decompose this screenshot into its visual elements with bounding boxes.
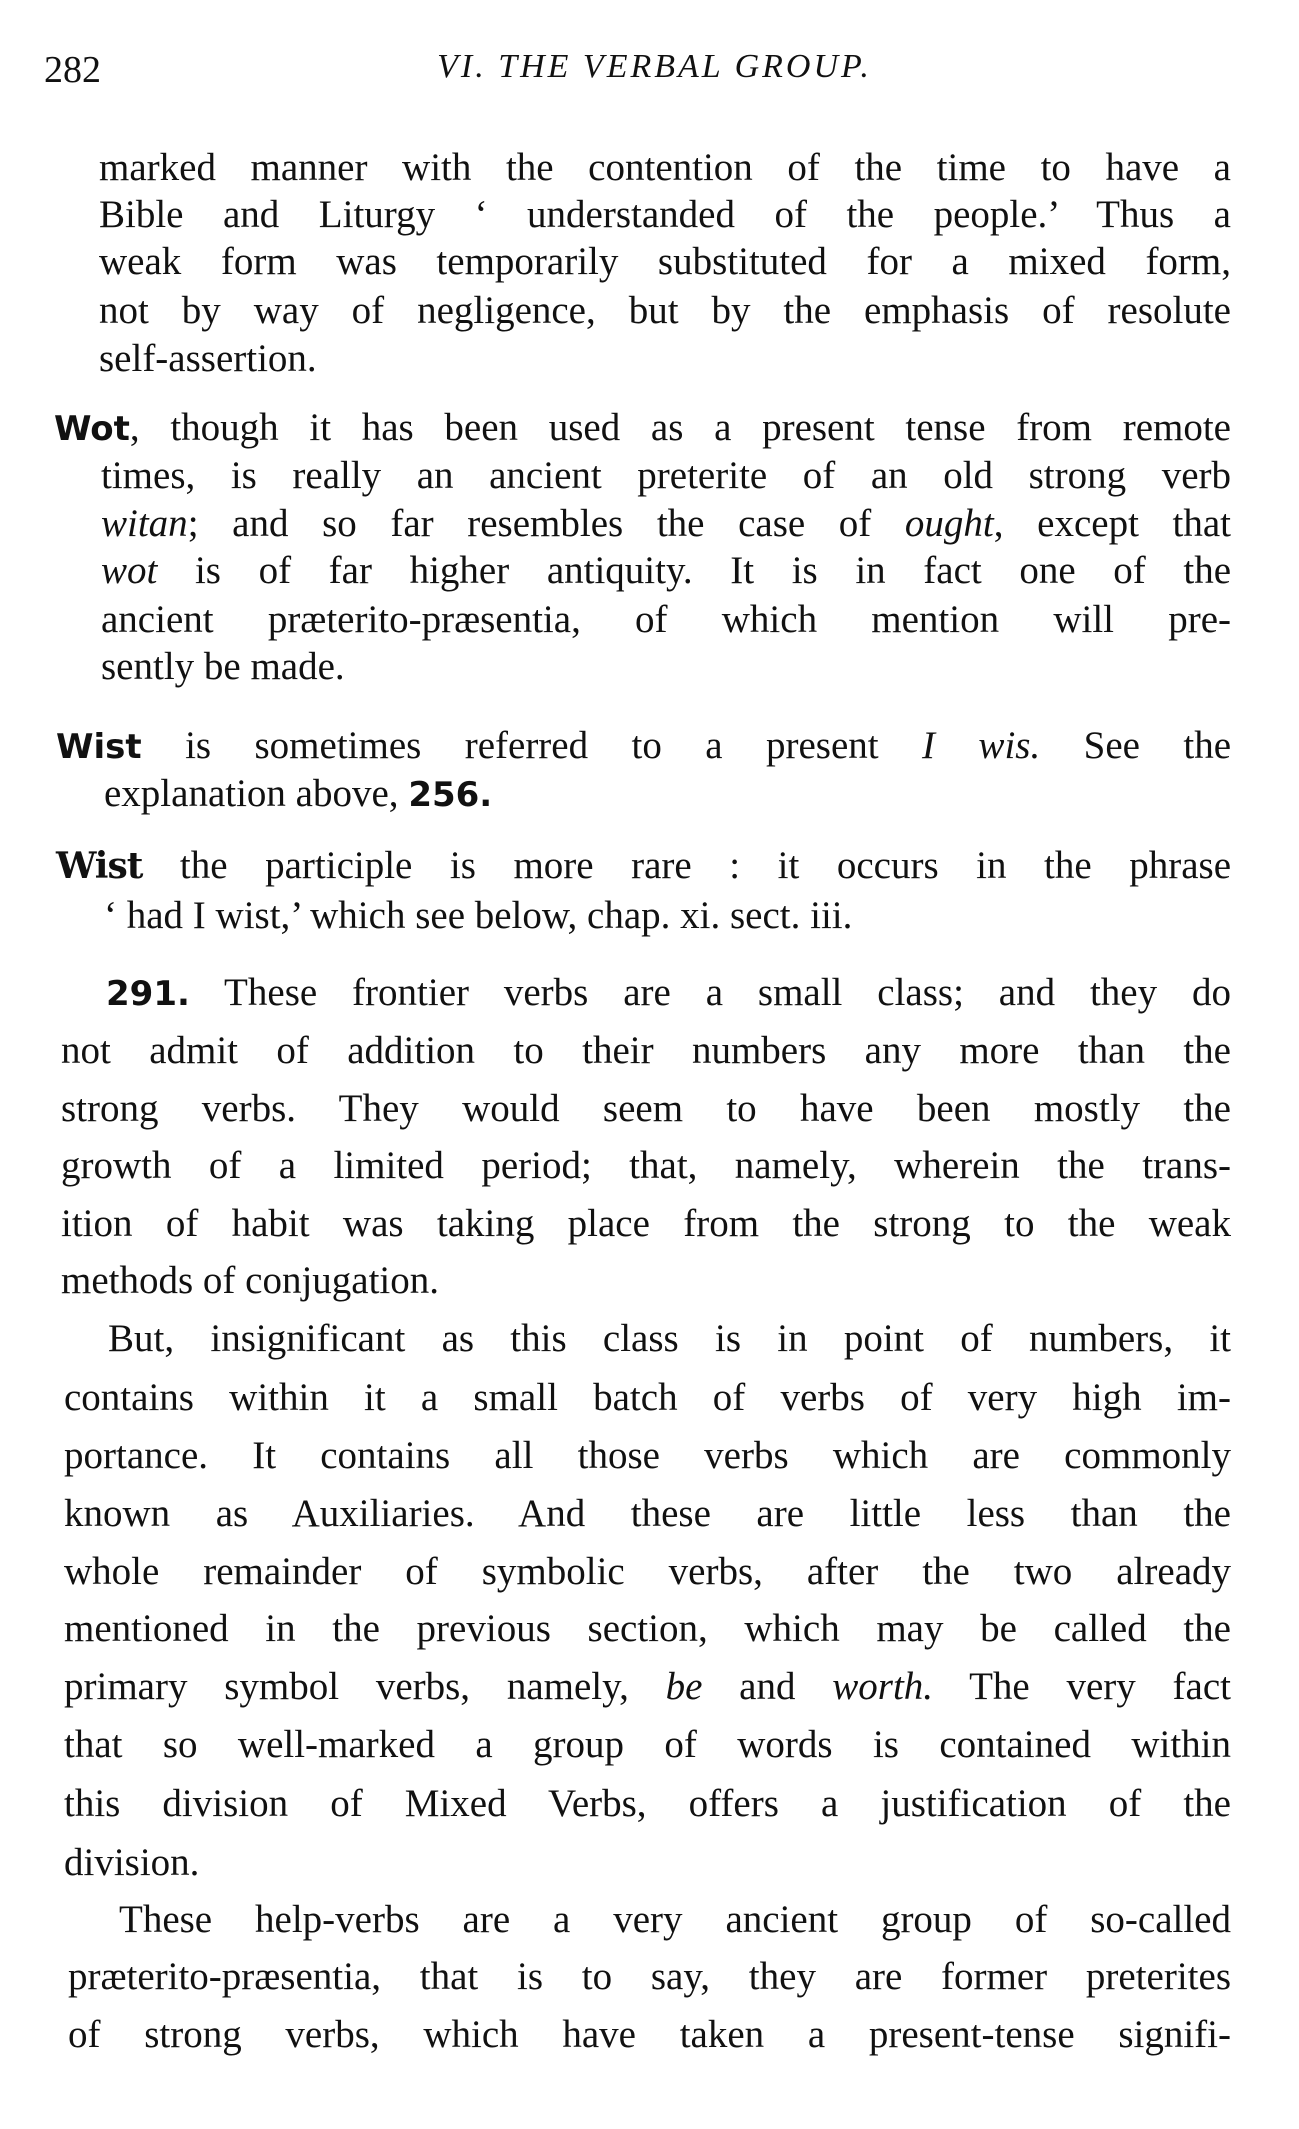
text-line [54,404,1231,453]
bold-headword: 256. [408,775,493,815]
text-run: Bible and Liturgy ‘ understanded of the people.’ Thus a [99,193,1231,236]
text-line [119,1896,1231,1944]
text-run: is sometimes referred to a present [141,724,923,767]
text-line [104,770,492,819]
text-line [61,1200,1231,1248]
text-run: whole remainder of symbolic verbs, after the two already [64,1550,1231,1593]
text-line [101,643,345,691]
text-line [61,1142,1231,1190]
text-line [99,287,1231,335]
text-line [64,1780,1231,1828]
text-run: not by way of negligence, but by the emphasis of resolute [99,289,1231,332]
text-line [56,842,1231,890]
text-line [99,238,1231,286]
text-run: præterito-præsentia, that is to say, they are former preterites [68,1955,1231,1998]
text-line [101,452,1231,500]
text-run: ancient præterito-præsentia, of which mention will pre- [101,598,1231,641]
text-run: explanation above, [104,772,409,815]
text-line [64,1490,1231,1538]
text-run: ; and so far resembles the case of [187,502,905,545]
italic-text: ought [904,502,994,545]
text-run: These frontier verbs are a small class; and they do [189,971,1231,1014]
text-line [64,1663,1231,1711]
text-line [104,892,852,940]
text-line [61,1085,1231,1133]
text-line [56,722,1231,771]
text-run: growth of a limited period; that, namely, wherein the trans- [61,1144,1231,1187]
text-line [68,1953,1231,2001]
text-run: ition of habit was taking place from the strong to the weak [61,1202,1231,1245]
text-run: methods of conjugation. [61,1259,440,1302]
text-run: portance. It contains all those verbs which are commonly [64,1434,1231,1477]
text-line [64,1721,1231,1769]
italic-text: be [665,1665,703,1708]
text-run: ‘ had I wist,’ which see below, chap. xi. sect. iii. [104,894,853,937]
text-run: , though it has been used as a present tense from remote [129,406,1231,449]
bold-headword: Wist [56,845,143,887]
text-line [99,335,317,383]
text-line [68,2011,1231,2059]
text-run: sently be made. [101,645,345,688]
text-run: not admit of addition to their numbers any more than the [61,1029,1231,1072]
text-run: times, is really an ancient preterite of an old strong verb [101,454,1231,497]
italic-text: I wis. [922,724,1041,767]
text-line [61,1257,439,1305]
text-line [64,1432,1231,1480]
text-run: is of far higher antiquity. It is in fact one of the [157,549,1231,592]
text-line [101,547,1231,595]
text-line [64,1548,1231,1596]
text-run: self-assertion. [99,337,317,380]
text-line [106,969,1231,1018]
text-run: and [702,1665,833,1708]
text-line [108,1315,1231,1363]
text-line [99,144,1231,192]
text-run: The very fact [933,1665,1231,1708]
text-run: contains within it a small batch of verbs of very high im- [64,1376,1231,1419]
text-run: These help-verbs are a very ancient group of so-called [119,1898,1231,1941]
text-run: of strong verbs, which have taken a present-tense signifi- [68,2013,1231,2056]
text-line [64,1605,1231,1653]
bold-headword: Wot [54,409,130,449]
bold-headword: 291. [106,974,190,1014]
text-run: the participle is more rare : it occurs in the phrase [142,844,1231,887]
text-run: known as Auxiliaries. And these are little less than the [64,1492,1231,1535]
text-line [101,500,1231,548]
text-run: this division of Mixed Verbs, offers a justification of the [64,1782,1231,1825]
text-run: strong verbs. They would seem to have been mostly the [61,1087,1231,1130]
bold-headword: Wist [56,727,142,767]
running-title: VI. THE VERBAL GROUP. [437,48,872,85]
text-line [64,1374,1231,1422]
text-run: division. [64,1841,200,1884]
text-line [101,596,1231,644]
text-run: , except that [993,502,1231,545]
page-number: 282 [44,49,101,91]
text-line [99,191,1231,239]
italic-text: witan [101,502,188,545]
text-run: See the [1040,724,1231,767]
text-run: primary symbol verbs, namely, [64,1665,666,1708]
italic-text: worth. [832,1665,934,1708]
text-run: marked manner with the contention of the time to have a [99,146,1231,189]
text-run: But, insignificant as this class is in point of numbers, it [108,1317,1231,1360]
text-run: that so well-marked a group of words is contained within [64,1723,1231,1766]
text-run: mentioned in the previous section, which may be called the [64,1607,1231,1650]
italic-text: wot [101,549,158,592]
text-line [61,1027,1231,1075]
text-line [64,1839,199,1887]
text-run: weak form was temporarily substituted for a mixed form, [99,240,1231,283]
